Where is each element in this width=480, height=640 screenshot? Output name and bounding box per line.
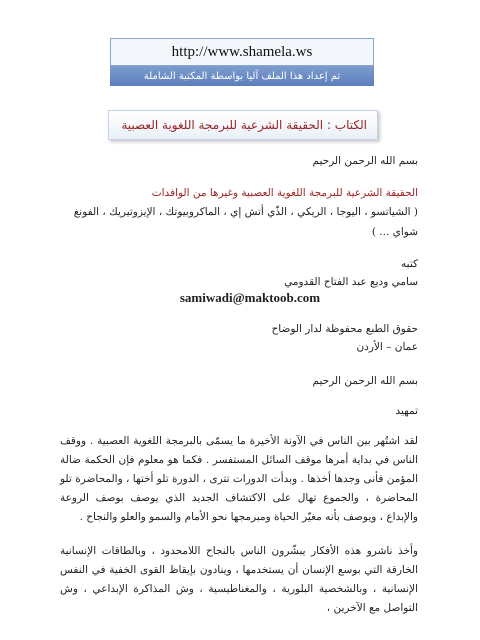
publisher-location: عمان – الأردن bbox=[356, 341, 418, 353]
book-subtitle: الحقيقة الشرعية للبرمجة اللغوية العصبية وغيرها من الوافدات bbox=[151, 187, 418, 199]
copyright-line: حقوق الطبع محفوظة لدار الوضاح bbox=[271, 323, 418, 335]
generated-banner: تم إعداد هذا الملف آليا بواسطة المكتبة الشاملة bbox=[110, 66, 374, 86]
author-label: كتبه bbox=[401, 258, 418, 270]
site-url[interactable]: http://www.shamela.ws bbox=[110, 38, 374, 66]
basmala-top: بسم الله الرحمن الرحيم bbox=[312, 155, 418, 167]
intro-heading: تمهيد bbox=[395, 405, 418, 417]
book-title: الكتاب : الحقيقة الشرعية للبرمجة اللغوية العصبية bbox=[108, 110, 378, 140]
practices-list: ( الشياتسو ، اليوجا ، الريكي ، الذّي أتش إي ، الماكروبيوتك ، الإيزوتيريك ، الفونغ شواي ... ) bbox=[73, 206, 418, 238]
author-name: سامي وديع عبد الفتاح القدومي bbox=[284, 276, 418, 288]
intro-paragraph-1: لقد اشتُهر بين الناس في الآونة الأخيرة ما يسمّى بالبرمجة اللغوية العصبية . ووقف الناس في بداية أمرها موقف السائل المستفسر . فكما هو معلوم فإن الحكمة ضالة المؤمن فأنى وجدها أخذها . وبدأت الدورات تترى ، الدورة تلو أختها ، والمحاضرة تلو المحاضرة ، والجموع تهال على الاكتشاف الجديد الذي يوصف بوصف الروعة والإبداع ، ويوصف بأنه مغيّر الحياة ومبرمجها نحو الأمام والسمو والعلو والنجاح . bbox=[60, 435, 418, 523]
basmala-second: بسم الله الرحمن الرحيم bbox=[312, 375, 418, 387]
intro-paragraph-2: وأخذ ناشرو هذه الأفكار يبشّرون الناس بالنجاح اللامحدود ، وبالطاقات الإنسانية الخارقة التي بوسع الإنسان أن يستخدمها ، وينادون بإيقاظ القوى الخفية في النفس الإنسانية ، وبالشخصية البلورية ، والمغناطيسية ، وش المذاكرة الإبداعي ، وش التواصل مع الآخرين ، bbox=[60, 545, 418, 614]
author-email[interactable]: samiwadi@maktoob.com bbox=[179, 290, 321, 305]
